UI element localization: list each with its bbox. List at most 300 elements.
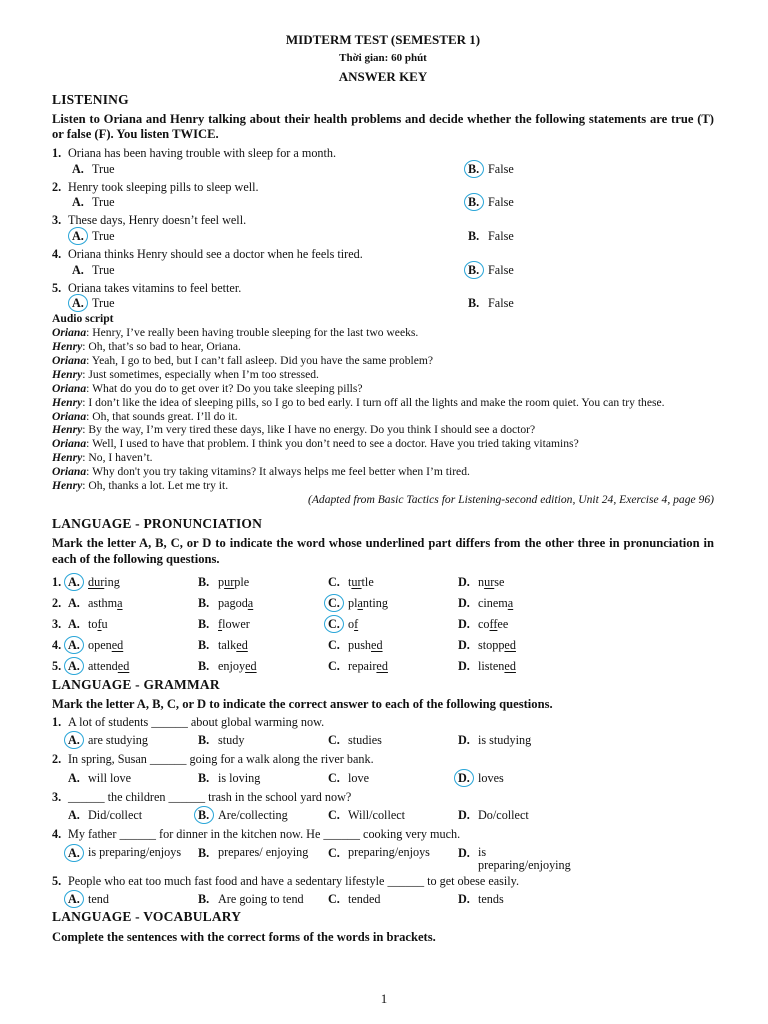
vocabulary-heading: LANGUAGE - VOCABULARY (52, 909, 242, 925)
option-word (348, 617, 358, 632)
answer-option (468, 229, 514, 244)
speaker-line: Yeah, I go to bed, but I can’t fall asleep. Did you have the same problem? (91, 353, 434, 367)
page-number: 1 (380, 991, 388, 1006)
answer-option (68, 659, 198, 674)
answer-option (458, 596, 578, 611)
script-line: Henry: By the way, I’m very tired these days, like I have no energy. Do you think I should see a doctor? (52, 423, 536, 437)
option-letter: A. (72, 296, 92, 311)
speaker-name: Henry (52, 423, 83, 437)
question-number: 4. (52, 246, 62, 261)
question-number: 3. (52, 789, 62, 804)
answer-option (72, 263, 468, 278)
underlined-part: a (507, 595, 514, 610)
listening-heading: LISTENING (52, 92, 129, 108)
option-letter: A. (68, 638, 88, 653)
question-text: My father ______ for dinner in the kitchen now. He ______ cooking very much. (68, 827, 461, 842)
question-number: 3. (52, 616, 62, 631)
vocabulary-instruction: Complete the sentences with the correct forms of the words in brackets. (52, 929, 436, 944)
word-prefix: repair (348, 658, 377, 673)
answer-option (68, 771, 198, 786)
question-number: 5. (52, 280, 62, 295)
option-word (348, 575, 374, 590)
option-word (478, 617, 508, 632)
speaker-line: Oh, that’s so bad to hear, Oriana. (88, 340, 241, 354)
answer-option (328, 617, 458, 632)
option-letter: D. (458, 595, 470, 610)
question-row (52, 656, 714, 677)
option-word (478, 638, 516, 653)
document-page (52, 32, 714, 945)
answer-option (198, 596, 328, 611)
answer-options (52, 767, 714, 788)
option-text: Are/collecting (218, 808, 288, 823)
answer-options (52, 161, 714, 178)
option-letter: D. (458, 892, 470, 907)
underlined-part: ed (371, 637, 383, 652)
answer-option (68, 846, 198, 861)
underlined-part: f (218, 616, 223, 631)
grammar-instruction: Mark the letter A, B, C, or D to indicate the correct answer to each of the following questions. (52, 696, 553, 711)
speaker-line: Oh, thanks a lot. Let me try it. (88, 479, 229, 493)
question-number: 3. (52, 213, 62, 228)
option-letter: C. (328, 658, 340, 673)
option-text: False (488, 161, 514, 176)
word-prefix: enjoy (218, 658, 246, 673)
audio-script-heading: Audio script (52, 312, 114, 326)
word-prefix: o (348, 616, 355, 631)
question-row (52, 572, 714, 593)
answer-option (72, 229, 468, 244)
option-letter: A. (68, 733, 88, 748)
word-suffix: u (101, 616, 108, 631)
option-letter: B. (468, 296, 480, 311)
answer-option (458, 617, 578, 632)
word-prefix: to (88, 616, 98, 631)
underlined-part: f (97, 616, 102, 631)
option-letter: C. (328, 574, 340, 589)
underlined-part: a (247, 595, 254, 610)
grammar-heading: LANGUAGE - GRAMMAR (52, 676, 220, 692)
script-line: Henry: Oh, that’s so bad to hear, Oriana. (52, 340, 241, 354)
answer-option (328, 596, 458, 611)
underlined-part: ur (224, 574, 235, 589)
option-text: False (488, 262, 514, 277)
word-prefix: co (478, 616, 490, 631)
speaker-name: Oriana (52, 437, 87, 451)
option-word (88, 659, 129, 674)
answer-option (328, 638, 458, 653)
option-text: tend (88, 892, 109, 907)
answer-option (458, 733, 578, 748)
speaker-line: What do you do to get over it? Do you take sleeping pills? (92, 381, 363, 395)
question-row (52, 827, 714, 842)
option-text: is preparing/enjoying (478, 845, 571, 872)
option-text: is preparing/enjoys (88, 845, 182, 860)
answer-option (68, 808, 198, 823)
speaker-name: Oriana (52, 326, 87, 340)
script-line: Oriana: What do you do to get over it? Do you take sleeping pills? (52, 381, 363, 395)
option-letter: C. (328, 770, 340, 785)
option-letter: B. (198, 658, 210, 673)
question-number: 1. (52, 146, 62, 161)
underlined-part: ff (489, 616, 498, 631)
question-text: Henry took sleeping pills to sleep well. (68, 179, 259, 194)
option-letter: D. (458, 616, 470, 631)
option-letter: C. (328, 808, 340, 823)
word-prefix: stopp (478, 637, 505, 652)
question-text: Oriana has been having trouble with sleep for a month. (68, 146, 337, 161)
word-suffix: lower (222, 616, 250, 631)
answer-option (198, 659, 328, 674)
word-prefix: asthm (88, 595, 118, 610)
question-number: 5. (52, 873, 62, 888)
option-letter: C. (328, 637, 340, 652)
word-suffix: ing (104, 574, 120, 589)
option-word (218, 638, 248, 653)
option-text: False (488, 229, 514, 244)
answer-options (52, 228, 714, 245)
word-prefix: p (218, 574, 225, 589)
option-text: study (218, 733, 245, 748)
question-text: These days, Henry doesn’t feel well. (68, 213, 247, 228)
option-letter: B. (198, 595, 210, 610)
option-letter: A. (68, 595, 80, 610)
answer-option (328, 808, 458, 823)
option-letter: B. (198, 846, 210, 861)
answer-option (68, 892, 198, 907)
answer-option (458, 846, 578, 872)
script-line: Oriana: Henry, I’ve really been having trouble sleeping for the last two weeks. (52, 326, 419, 340)
question-row (52, 790, 714, 805)
answer-option (72, 296, 468, 311)
speaker-line: I don’t like the idea of sleeping pills, so I go to bed early. I turn off all the lights and make the room quiet. You can try these. (88, 395, 665, 409)
speaker-name: Henry (52, 451, 83, 465)
option-letter: B. (198, 770, 210, 785)
option-letter: B. (198, 616, 210, 631)
question-row (52, 213, 714, 228)
pronunciation-questions (52, 572, 714, 677)
underlined-part: ed (376, 658, 388, 673)
option-letter: C. (328, 733, 340, 748)
answer-option (198, 892, 328, 907)
option-letter: A. (68, 616, 80, 631)
script-line: Oriana: Well, I used to have that problem. I think you don’t need to see a doctor. Have you tried taking vitamins? (52, 437, 579, 451)
question-number: 2. (52, 179, 62, 194)
speaker-name: Henry (52, 340, 83, 354)
answer-option (328, 771, 458, 786)
question-row (52, 635, 714, 656)
answer-options (52, 842, 714, 872)
word-prefix: open (88, 637, 112, 652)
answer-option (198, 638, 328, 653)
answer-option (198, 733, 328, 748)
underlined-part: dur (88, 574, 105, 589)
script-line: Henry: No, I haven’t. (52, 451, 153, 465)
question-text: A lot of students ______ about global warming now. (68, 714, 325, 729)
option-text: Are going to tend (218, 892, 304, 907)
option-text: studies (348, 733, 382, 748)
speaker-line: Well, I used to have that problem. I think you don’t need to see a doctor. Have you tried taking vitamins? (92, 437, 579, 451)
question-number: 2. (52, 752, 62, 767)
option-letter: C. (328, 846, 340, 861)
underlined-part: ur (484, 574, 495, 589)
option-letter: A. (68, 770, 80, 785)
script-line: Oriana: Why don't you try taking vitamins? It always helps me feel better when I’m tired. (52, 465, 470, 479)
speaker-name: Henry (52, 479, 83, 493)
underlined-part: a (357, 595, 363, 610)
underlined-part: ed (245, 658, 257, 673)
answer-option (198, 617, 328, 632)
option-text: True (92, 161, 115, 176)
option-letter: A. (68, 575, 88, 590)
answer-option (458, 638, 578, 653)
option-letter: A. (68, 846, 88, 861)
pronunciation-heading: LANGUAGE - PRONUNCIATION (52, 515, 263, 531)
audio-script (52, 326, 714, 493)
option-text: Do/collect (478, 808, 529, 823)
option-text: True (92, 296, 115, 311)
option-letter: A. (68, 892, 88, 907)
option-word (348, 596, 388, 611)
option-letter: B. (198, 892, 210, 907)
option-letter: A. (72, 229, 92, 244)
option-letter: B. (468, 263, 488, 278)
answer-options (52, 194, 714, 211)
word-prefix: listen (478, 658, 505, 673)
option-letter: D. (458, 846, 470, 861)
option-word (218, 596, 253, 611)
answer-options (52, 804, 714, 825)
answer-option (468, 296, 514, 311)
option-word (218, 659, 257, 674)
answer-option (328, 575, 458, 590)
option-text: are studying (88, 733, 148, 748)
answer-option (68, 638, 198, 653)
underlined-part: ed (236, 637, 248, 652)
question-number: 1. (52, 574, 62, 589)
option-text: False (488, 296, 514, 311)
question-number: 1. (52, 714, 62, 729)
question-row (52, 715, 714, 730)
answer-option (198, 771, 328, 786)
word-suffix: nting (362, 595, 388, 610)
underlined-part: ed (504, 637, 516, 652)
answer-option (72, 162, 468, 177)
answer-options (52, 729, 714, 750)
underlined-part: ed (111, 637, 124, 652)
option-text: will love (88, 770, 131, 785)
option-letter: D. (458, 658, 470, 673)
question-text: ______ the children ______ trash in the school yard now? (68, 789, 352, 804)
answer-option (458, 808, 578, 823)
option-letter: C. (328, 892, 340, 907)
underlined-part: ur (351, 574, 362, 589)
option-text: is loving (218, 770, 261, 785)
option-text: loves (478, 770, 504, 785)
script-line: Henry: I don’t like the idea of sleeping pills, so I go to bed early. I turn off all the lights and make the room quiet. You can try these. (52, 395, 665, 409)
option-word (478, 596, 513, 611)
option-text: love (348, 770, 369, 785)
question-number: 4. (52, 827, 62, 842)
question-text: In spring, Susan ______ going for a walk along the river bank. (68, 752, 374, 767)
speaker-name: Henry (52, 395, 83, 409)
answer-option (328, 733, 458, 748)
speaker-name: Oriana (52, 465, 87, 479)
option-text: preparing/enjoys (348, 845, 430, 860)
page-title: MIDTERM TEST (SEMESTER 1) (285, 32, 481, 47)
answer-options (52, 295, 714, 312)
option-text: prepares/ enjoying (218, 845, 309, 860)
underlined-part: a (117, 595, 123, 610)
option-letter: B. (198, 733, 210, 748)
option-letter: C. (328, 617, 348, 632)
answer-option (468, 263, 514, 278)
speaker-name: Oriana (52, 409, 87, 423)
speaker-line: By the way, I’m very tired these days, like I have no energy. Do you think I should see a doctor? (88, 423, 536, 437)
option-text: False (488, 195, 514, 210)
option-text: True (92, 229, 115, 244)
option-letter: A. (68, 659, 88, 674)
grammar-questions (52, 715, 714, 910)
answer-options (52, 888, 714, 909)
option-word (218, 617, 250, 632)
word-prefix: n (478, 574, 485, 589)
question-row (52, 614, 714, 635)
option-letter: B. (198, 574, 210, 589)
word-suffix: se (494, 574, 505, 589)
script-line: Henry: Just sometimes, especially when I’m too stressed. (52, 367, 319, 381)
answer-option (458, 659, 578, 674)
option-text: True (92, 262, 115, 277)
script-line: Oriana: Oh, that sounds great. I’ll do it. (52, 409, 238, 423)
underlined-part: f (354, 616, 359, 631)
speaker-line: No, I haven’t. (88, 451, 153, 465)
option-letter: A. (72, 262, 84, 277)
speaker-line: Oh, that sounds great. I’ll do it. (92, 409, 238, 423)
option-word (88, 617, 108, 632)
question-row (52, 874, 714, 889)
answer-option (198, 575, 328, 590)
answer-option (68, 733, 198, 748)
question-text: Oriana takes vitamins to feel better. (68, 280, 242, 295)
script-line: Henry: Oh, thanks a lot. Let me try it. (52, 479, 229, 493)
word-suffix: ple (234, 574, 250, 589)
underlined-part: ed (117, 658, 130, 673)
option-letter: B. (468, 229, 480, 244)
question-number: 5. (52, 658, 62, 673)
option-word (218, 575, 249, 590)
question-row (52, 247, 714, 262)
time-allowed: Thời gian: 60 phút (339, 51, 427, 64)
option-text: True (92, 195, 115, 210)
speaker-line: Henry, I’ve really been having trouble sleeping for the last two weeks. (92, 326, 419, 340)
option-text: Will/collect (348, 808, 406, 823)
option-letter: D. (458, 808, 470, 823)
option-word (88, 596, 123, 611)
option-word (88, 638, 123, 653)
option-word (348, 659, 388, 674)
speaker-name: Henry (52, 367, 83, 381)
answer-key-heading: ANSWER KEY (338, 68, 428, 84)
question-text: Oriana thinks Henry should see a doctor when he feels tired. (68, 246, 363, 261)
word-prefix: t (348, 574, 352, 589)
question-number: 2. (52, 595, 62, 610)
speaker-line: Why don't you try taking vitamins? It always helps me feel better when I’m tired. (92, 465, 470, 479)
answer-option (68, 617, 198, 632)
word-prefix: pl (348, 595, 358, 610)
answer-option (72, 195, 468, 210)
question-text: People who eat too much fast food and have a sedentary lifestyle ______ to get obese easily. (68, 873, 520, 888)
word-prefix: cinem (478, 595, 508, 610)
answer-option (198, 846, 328, 861)
question-row (52, 146, 714, 161)
option-letter: B. (198, 637, 210, 652)
option-letter: B. (198, 808, 218, 823)
speaker-name: Oriana (52, 353, 87, 367)
listening-instruction: Listen to Oriana and Henry talking about their health problems and decide whether the following statements are true (T) or false (F). You listen TWICE. (52, 111, 714, 142)
answer-options (52, 262, 714, 279)
word-prefix: talk (218, 637, 237, 652)
answer-option (68, 596, 198, 611)
word-prefix: attend (88, 658, 118, 673)
script-line: Oriana: Yeah, I go to bed, but I can’t fall asleep. Did you have the same problem? (52, 353, 434, 367)
option-word (88, 575, 120, 590)
answer-option (198, 808, 328, 823)
question-row (52, 593, 714, 614)
option-word (478, 575, 504, 590)
option-letter: B. (468, 195, 488, 210)
option-letter: D. (458, 574, 470, 589)
option-letter: A. (68, 808, 80, 823)
option-text: tends (478, 892, 504, 907)
answer-option (458, 771, 578, 786)
answer-option (458, 575, 578, 590)
answer-option (328, 846, 458, 861)
answer-option (458, 892, 578, 907)
question-row (52, 752, 714, 767)
speaker-line: Just sometimes, especially when I’m too stressed. (88, 367, 319, 381)
answer-option (328, 892, 458, 907)
option-letter: C. (328, 596, 348, 611)
option-letter: B. (468, 162, 488, 177)
word-prefix: pagod (218, 595, 248, 610)
script-source: (Adapted from Basic Tactics for Listening-second edition, Unit 24, Exercise 4, page 96) (307, 493, 714, 507)
answer-option (468, 162, 514, 177)
question-row (52, 281, 714, 296)
word-suffix: ee (497, 616, 509, 631)
option-letter: A. (72, 161, 84, 176)
option-letter: D. (458, 733, 470, 748)
option-text: Did/collect (88, 808, 143, 823)
question-row (52, 180, 714, 195)
listening-questions (52, 146, 714, 312)
option-letter: D. (458, 771, 478, 786)
word-suffix: tle (361, 574, 374, 589)
option-text: tended (348, 892, 381, 907)
option-letter: A. (72, 195, 84, 210)
option-letter: D. (458, 637, 470, 652)
underlined-part: ed (504, 658, 516, 673)
option-word (348, 638, 383, 653)
answer-option (68, 575, 198, 590)
answer-option (468, 195, 514, 210)
speaker-name: Oriana (52, 381, 87, 395)
option-text: is studying (478, 733, 532, 748)
question-number: 4. (52, 637, 62, 652)
word-prefix: push (348, 637, 372, 652)
option-word (478, 659, 516, 674)
answer-option (328, 659, 458, 674)
